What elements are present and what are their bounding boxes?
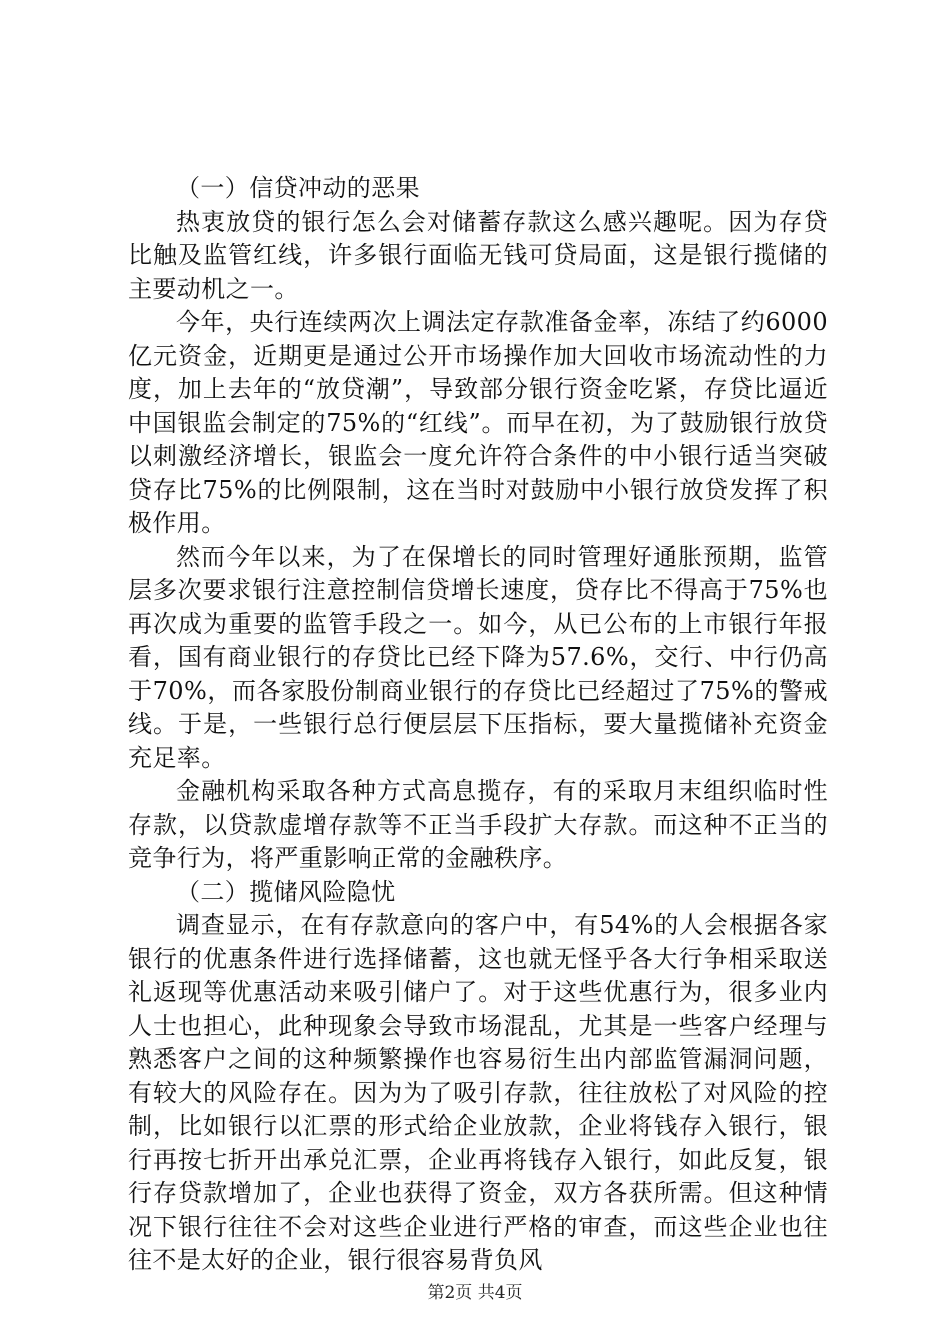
section-heading-1: （一）信贷冲动的恶果 bbox=[176, 174, 420, 202]
section-heading-2: （二）揽储风险隐忧 bbox=[176, 877, 396, 906]
paragraph: 然而今年以来，为了在保增长的同时管理好通胀预期，监管层多次要求银行注意控制信贷增长速度，贷存比不得高于75%也再次成为重要的监管手段之一。如今，从已公布的上市银行年报看，国有商业银行的存贷比已经下降为57.6%，交行、中行仍高于70%，而各家股份制商业银行的存贷比已经超过了75%的警戒线。于是，一些银行总行便层层下压指标，要大量揽储补充资金充足率。 bbox=[128, 542, 828, 772]
document-body bbox=[128, 172, 828, 1278]
page-number-footer: 第2页 共4页 bbox=[427, 1283, 523, 1303]
paragraph: 热衷放贷的银行怎么会对储蓄存款这么感兴趣呢。因为存贷比触及监管红线，许多银行面临无钱可贷局面，这是银行揽储的主要动机之一。 bbox=[128, 207, 828, 303]
paragraph: 金融机构采取各种方式高息揽存，有的采取月末组织临时性存款，以贷款虚增存款等不正当手段扩大存款。而这种不正当的竞争行为，将严重影响正常的金融秩序。 bbox=[128, 777, 828, 872]
paragraph: 调查显示，在有存款意向的客户中，有54%的人会根据各家银行的优惠条件进行选择储蓄，这也就无怪乎各大行争相采取送礼返现等优惠活动来吸引储户了。对于这些优惠行为，很多业内人士也担心，此种现象会导致市场混乱，尤其是一些客户经理与熟悉客户之间的这种频繁操作也容易衍生出内部监管漏洞问题，有较大的风险存在。因为为了吸引存款，往往放松了对风险的控制，比如银行以汇票的形式给企业放款，企业将钱存入银行，银行再按七折开出承兑汇票，企业再将钱存入银行，如此反复，银行存贷款增加了，企业也获得了资金，双方各获所需。但这种情况下银行往往不会对这些企业进行严格的审查，而这些企业也往往不是太好的企业，银行很容易背负风 bbox=[128, 911, 828, 1274]
paragraph: 今年，央行连续两次上调法定存款准备金率，冻结了约6000亿元资金，近期更是通过公开市场操作加大回收市场流动性的力度，加上去年的“放贷潮”，导致部分银行资金吃紧，存贷比逼近中国银监会制定的75%的“红线”。而早在初，为了鼓励银行放贷以刺激经济增长，银监会一度允许符合条件的中小银行适当突破贷存比75%的比例限制，这在当时对鼓励中小银行放贷发挥了积极作用。 bbox=[128, 308, 828, 537]
